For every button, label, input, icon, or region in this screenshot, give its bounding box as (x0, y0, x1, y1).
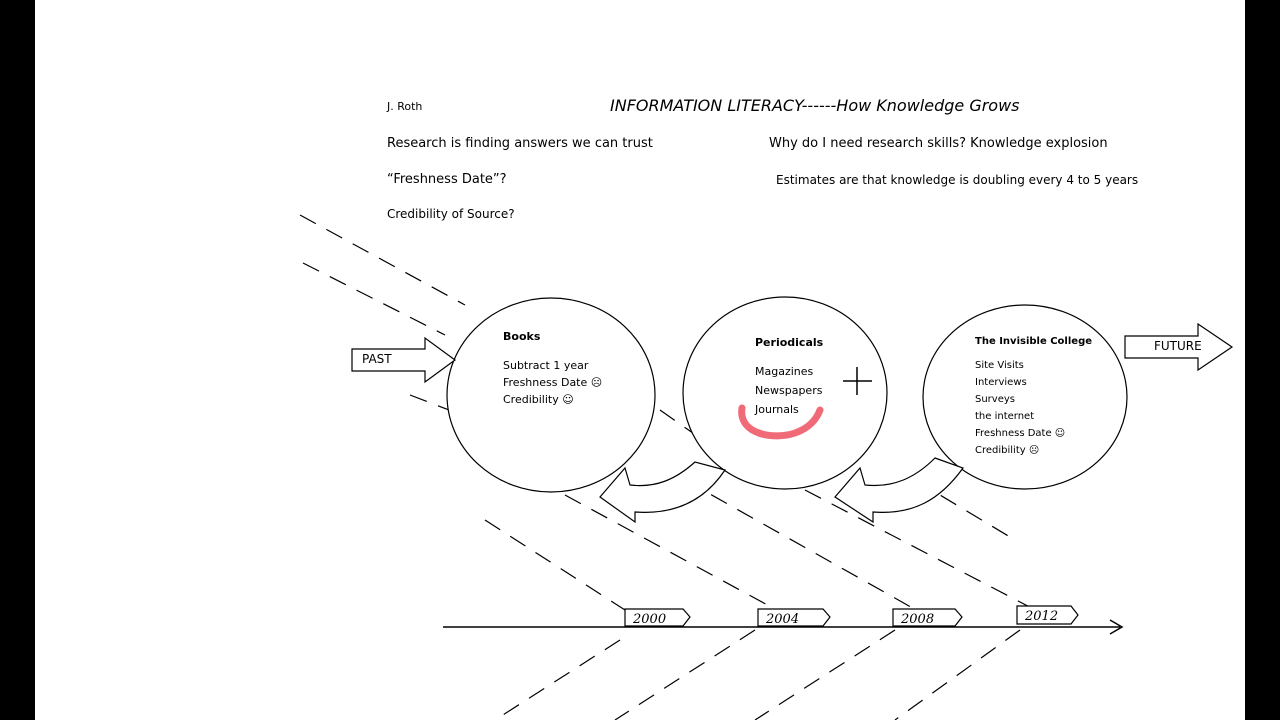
bubble-item: Freshness Date ☹ (503, 376, 603, 389)
bubble-item: Subtract 1 year (503, 359, 589, 372)
invisible-college-bubble (975, 336, 1092, 459)
author-name: J. Roth (387, 100, 423, 113)
year-label-2000: 2000 (633, 612, 667, 627)
document-page (35, 0, 1245, 720)
year-label-2004: 2004 (766, 612, 800, 627)
bubble-item: Interviews (975, 377, 1027, 388)
bubble-item: Newspapers (755, 384, 823, 397)
year-label-2012: 2012 (1025, 609, 1059, 624)
dashed-line (300, 215, 465, 305)
dashed-line (303, 263, 445, 335)
dashed-line (755, 630, 895, 720)
dashed-line (895, 630, 1020, 720)
dashed-line (615, 630, 755, 720)
bubble-item: Freshness Date ☺ (975, 428, 1066, 439)
books-bubble (503, 330, 602, 408)
note-freshness-date: “Freshness Date”? (387, 172, 507, 187)
bubble-item: Magazines (755, 365, 814, 378)
bubble-item: the internet (975, 411, 1035, 422)
bubble-title: Books (503, 330, 541, 343)
bubble-item: Surveys (975, 394, 1015, 405)
future-label: FUTURE (1154, 339, 1202, 353)
note-research-definition: Research is finding answers we can trust (387, 136, 653, 151)
bubble-item: Site Visits (975, 360, 1024, 371)
note-credibility-source: Credibility of Source? (387, 207, 515, 221)
page-title: INFORMATION LITERACY------How Knowledge Grows (610, 96, 1020, 115)
dashed-line (805, 490, 1045, 615)
dashed-line (565, 495, 795, 620)
dashed-line (495, 640, 620, 720)
bubble-title: The Invisible College (975, 336, 1093, 347)
bubble-item: Credibility ☺ (503, 393, 574, 406)
bubble-title: Periodicals (755, 336, 824, 349)
year-label-2008: 2008 (901, 612, 935, 627)
note-why-research-skills: Why do I need research skills? Knowledge explosion (769, 136, 1108, 151)
bubble-item: Credibility ☹ (975, 445, 1040, 456)
past-label: PAST (362, 352, 392, 366)
periodicals-bubble (755, 336, 823, 419)
note-knowledge-doubling: Estimates are that knowledge is doubling every 4 to 5 years (776, 173, 1139, 187)
dashed-line (485, 520, 625, 610)
bubble-item: Journals (755, 403, 799, 416)
curved-arrow-right (835, 458, 963, 522)
curved-arrow-left (600, 462, 725, 522)
